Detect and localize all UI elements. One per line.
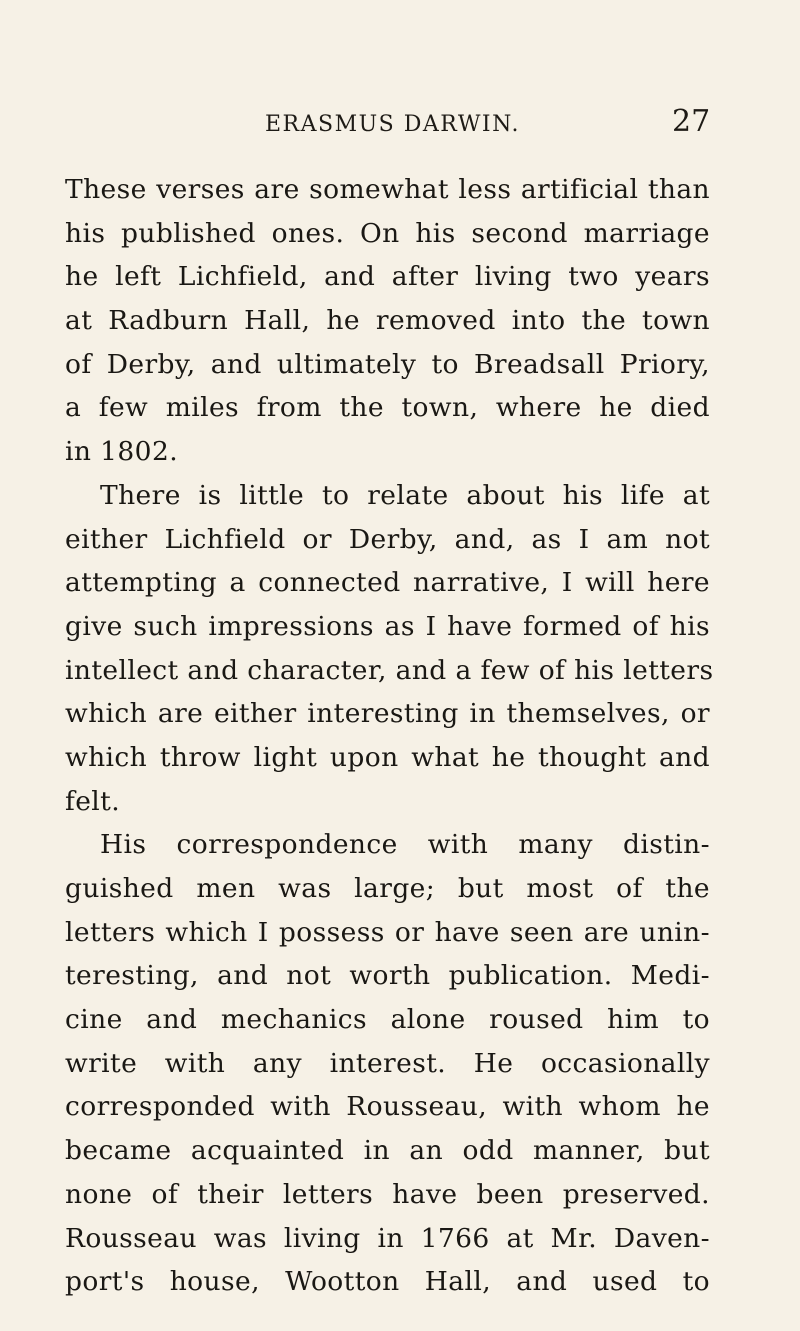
text-line: his published ones. On his second marriage: [65, 217, 710, 249]
text-line: which throw light upon what he thought and: [65, 741, 710, 773]
text-line: which are either interesting in themselves, or: [65, 698, 710, 730]
body-text: [65, 168, 714, 1304]
page-header: [0, 104, 800, 148]
text-line: write with any interest. He occasionally: [65, 1047, 710, 1079]
text-line: letters which I possess or have seen are unin-: [65, 916, 710, 948]
text-line: cine and mechanics alone roused him to: [65, 1004, 710, 1036]
running-head: ERASMUS DARWIN.: [265, 112, 520, 137]
text-line: port's house, Wootton Hall, and used to: [65, 1266, 710, 1298]
paragraph-first-line: His correspondence with many distin-: [100, 829, 710, 861]
text-line: none of their letters have been preserved.: [65, 1178, 710, 1210]
text-line: he left Lichfield, and after living two years: [65, 261, 710, 293]
text-line: These verses are somewhat less artificial than: [65, 174, 710, 205]
text-line: Rousseau was living in 1766 at Mr. Daven-: [65, 1222, 710, 1254]
text-line: corresponded with Rousseau, with whom he: [65, 1091, 710, 1123]
text-line: at Radburn Hall, he removed into the town: [65, 305, 710, 337]
text-line: teresting, and not worth publication. Medi-: [65, 960, 710, 992]
text-line: felt.: [65, 785, 121, 817]
text-line: either Lichfield or Derby, and, as I am not: [65, 523, 710, 555]
paragraph-first-line: There is little to relate about his life at: [100, 479, 710, 511]
text-line: intellect and character, and a few of his letters: [65, 654, 714, 686]
text-line: give such impressions as I have formed of his: [65, 610, 710, 642]
text-line: of Derby, and ultimately to Breadsall Priory,: [65, 348, 710, 380]
text-line: guished men was large; but most of the: [65, 873, 710, 904]
text-line: attempting a connected narrative, I will here: [65, 567, 710, 599]
text-line: in 1802.: [65, 436, 179, 468]
page-number: 27: [672, 104, 711, 139]
text-line: became acquainted in an odd manner, but: [65, 1135, 710, 1167]
text-line: a few miles from the town, where he died: [65, 392, 710, 424]
